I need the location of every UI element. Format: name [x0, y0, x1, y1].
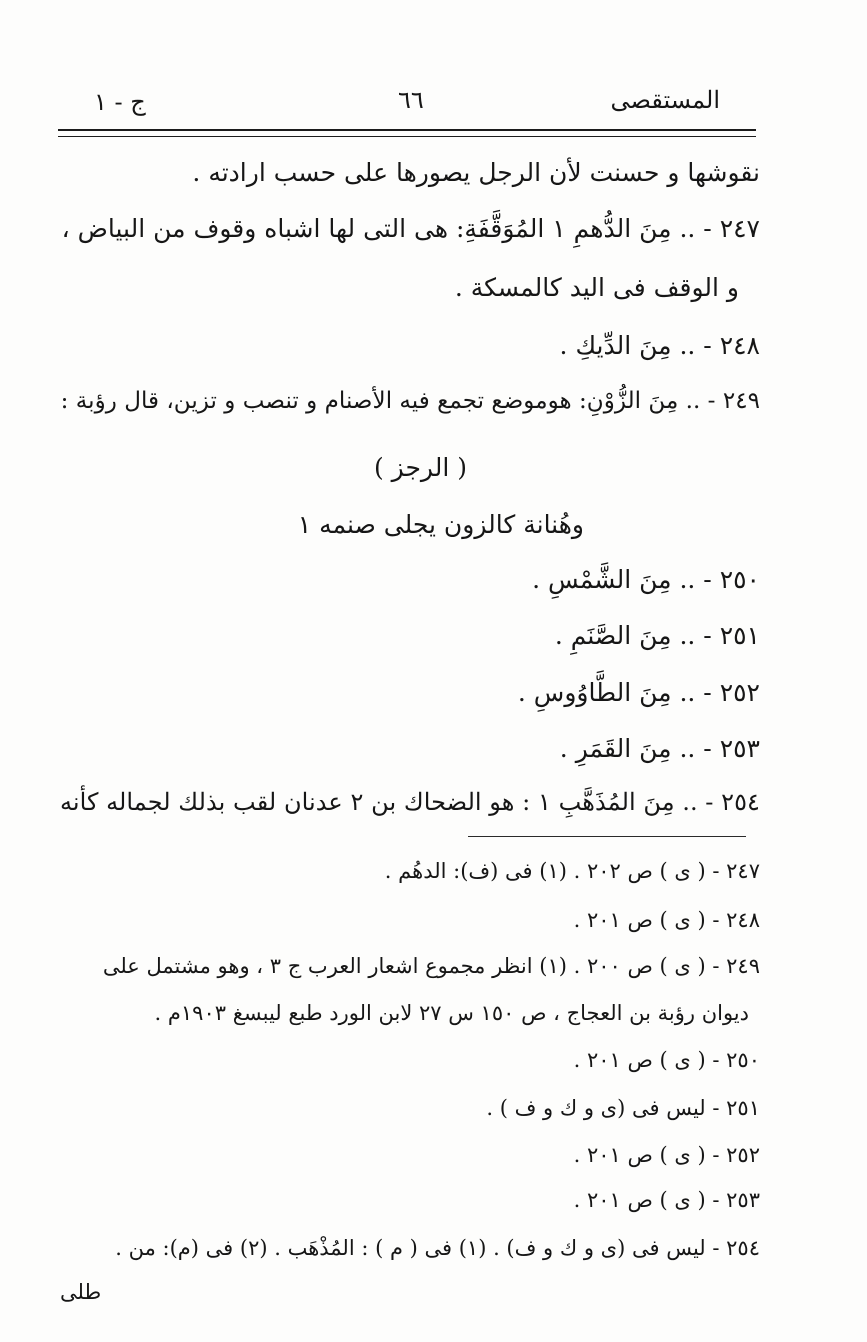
footnote-249: ٢٤٩ - ( ى ) ص ٢٠٠ . (١) انظر مجموع اشعار العرب ج ٣ ، وهو مشتمل على	[102, 954, 760, 978]
running-title: المستقصى	[610, 86, 720, 114]
page-number: ٦٦	[398, 86, 424, 114]
footnote-253: ٢٥٣ - ( ى ) ص ٢٠١ .	[573, 1188, 760, 1212]
entry-248: ٢٤٨ - .. مِنَ الدِّيكِ .	[559, 331, 760, 360]
footnote-247: ٢٤٧ - ( ى ) ص ٢٠٢ . (١) فى (ف): الدهُم .	[384, 859, 760, 883]
volume-label: ج - ١	[94, 88, 146, 116]
catchword: طلى	[60, 1280, 102, 1304]
footnote-249-continuation: ديوان رؤبة بن العجاج ، ص ١٥٠ س ٢٧ لابن الورد طبع ليبسغ ١٩٠٣م .	[154, 1001, 749, 1025]
entry-250: ٢٥٠ - .. مِنَ الشَّمْسِ .	[532, 565, 760, 594]
footnote-251: ٢٥١ - ليس فى (ى و ك و ف ) .	[486, 1096, 760, 1120]
footnote-separator	[468, 836, 746, 837]
entry-247: ٢٤٧ - .. مِنَ الدُّهمِ ١ المُوَقَّفَةِ: هى التى لها اشباه وقوف من البياض ،	[61, 214, 760, 243]
footnote-254: ٢٥٤ - ليس فى (ى و ك و ف) . (١) فى ( م ) : المُذْهَب . (٢) فى (م): من .	[115, 1236, 760, 1260]
text-line-1: نقوشها و حسنت لأن الرجل يصورها على حسب ارادته .	[192, 158, 760, 187]
entry-253: ٢٥٣ - .. مِنَ القَمَرِ .	[559, 734, 760, 763]
verse-line: وهُنانة كالزون يجلى صنمه ١	[297, 510, 584, 539]
footnote-252: ٢٥٢ - ( ى ) ص ٢٠١ .	[573, 1143, 760, 1167]
header-rule-thin	[58, 136, 756, 137]
footnote-250: ٢٥٠ - ( ى ) ص ٢٠١ .	[573, 1048, 760, 1072]
header-rule-thick	[58, 129, 756, 131]
meter-label: ( الرجز )	[373, 453, 467, 482]
entry-254: ٢٥٤ - .. مِنَ المُذَهَّبِ ١ : هو الضحاك بن ٢ عدنان لقب بذلك لجماله كأنه	[59, 788, 760, 816]
entry-252: ٢٥٢ - .. مِنَ الطَّاوُوسِ .	[517, 678, 760, 707]
entry-249: ٢٤٩ - .. مِنَ الزُّوْنِ: هوموضع تجمع فيه الأصنام و تنصب و تزين، قال رؤبة :	[60, 388, 760, 414]
footnote-248: ٢٤٨ - ( ى ) ص ٢٠١ .	[573, 908, 760, 932]
entry-247-continuation: و الوقف فى اليد كالمسكة .	[454, 273, 739, 302]
entry-251: ٢٥١ - .. مِنَ الصَّنَمِ .	[554, 621, 760, 650]
